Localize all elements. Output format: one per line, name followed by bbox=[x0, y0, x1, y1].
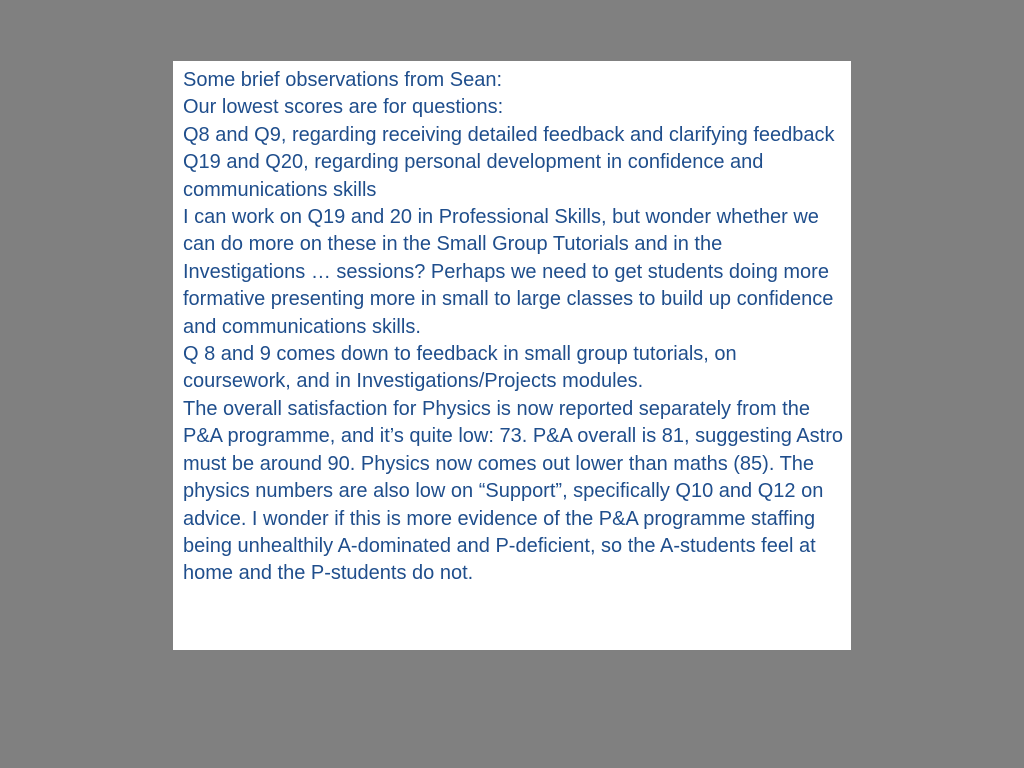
paragraph-overall-satisfaction: The overall satisfaction for Physics is now reported separately from the P&A programme, and it’s quite low: 73. P&A overall is 81, suggesting Astro must be around 90. Physics now comes out lower than maths (85). The physics numbers are also low on “Support”, specifically Q10 and Q12 on advice. I wonder if this is more evidence of the P&A programme staffing being unhealthily A-dominated and P-deficient, so the A-students feel at home and the P-students do not. bbox=[183, 397, 843, 585]
paragraph-q8-q9: Q8 and Q9, regarding receiving detailed feedback and clarifying feedback bbox=[183, 123, 835, 146]
text-panel bbox=[173, 61, 851, 650]
paragraph-professional-skills: I can work on Q19 and 20 in Professional Skills, but wonder whether we can do more on these in the Small Group Tutorials and in the Investigations … sessions? Perhaps we need to get students doing more formative presenting more in small to large classes to build up confidence and communications skills. bbox=[183, 206, 834, 338]
paragraph-q19-q20: Q19 and Q20, regarding personal development in confidence and communications skills bbox=[183, 151, 764, 201]
paragraph-feedback: Q 8 and 9 comes down to feedback in small group tutorials, on coursework, and in Investigations/Projects modules. bbox=[183, 343, 737, 393]
paragraph-lowest-scores: Our lowest scores are for questions: bbox=[183, 96, 504, 119]
paragraph-intro: Some brief observations from Sean: bbox=[183, 69, 503, 91]
